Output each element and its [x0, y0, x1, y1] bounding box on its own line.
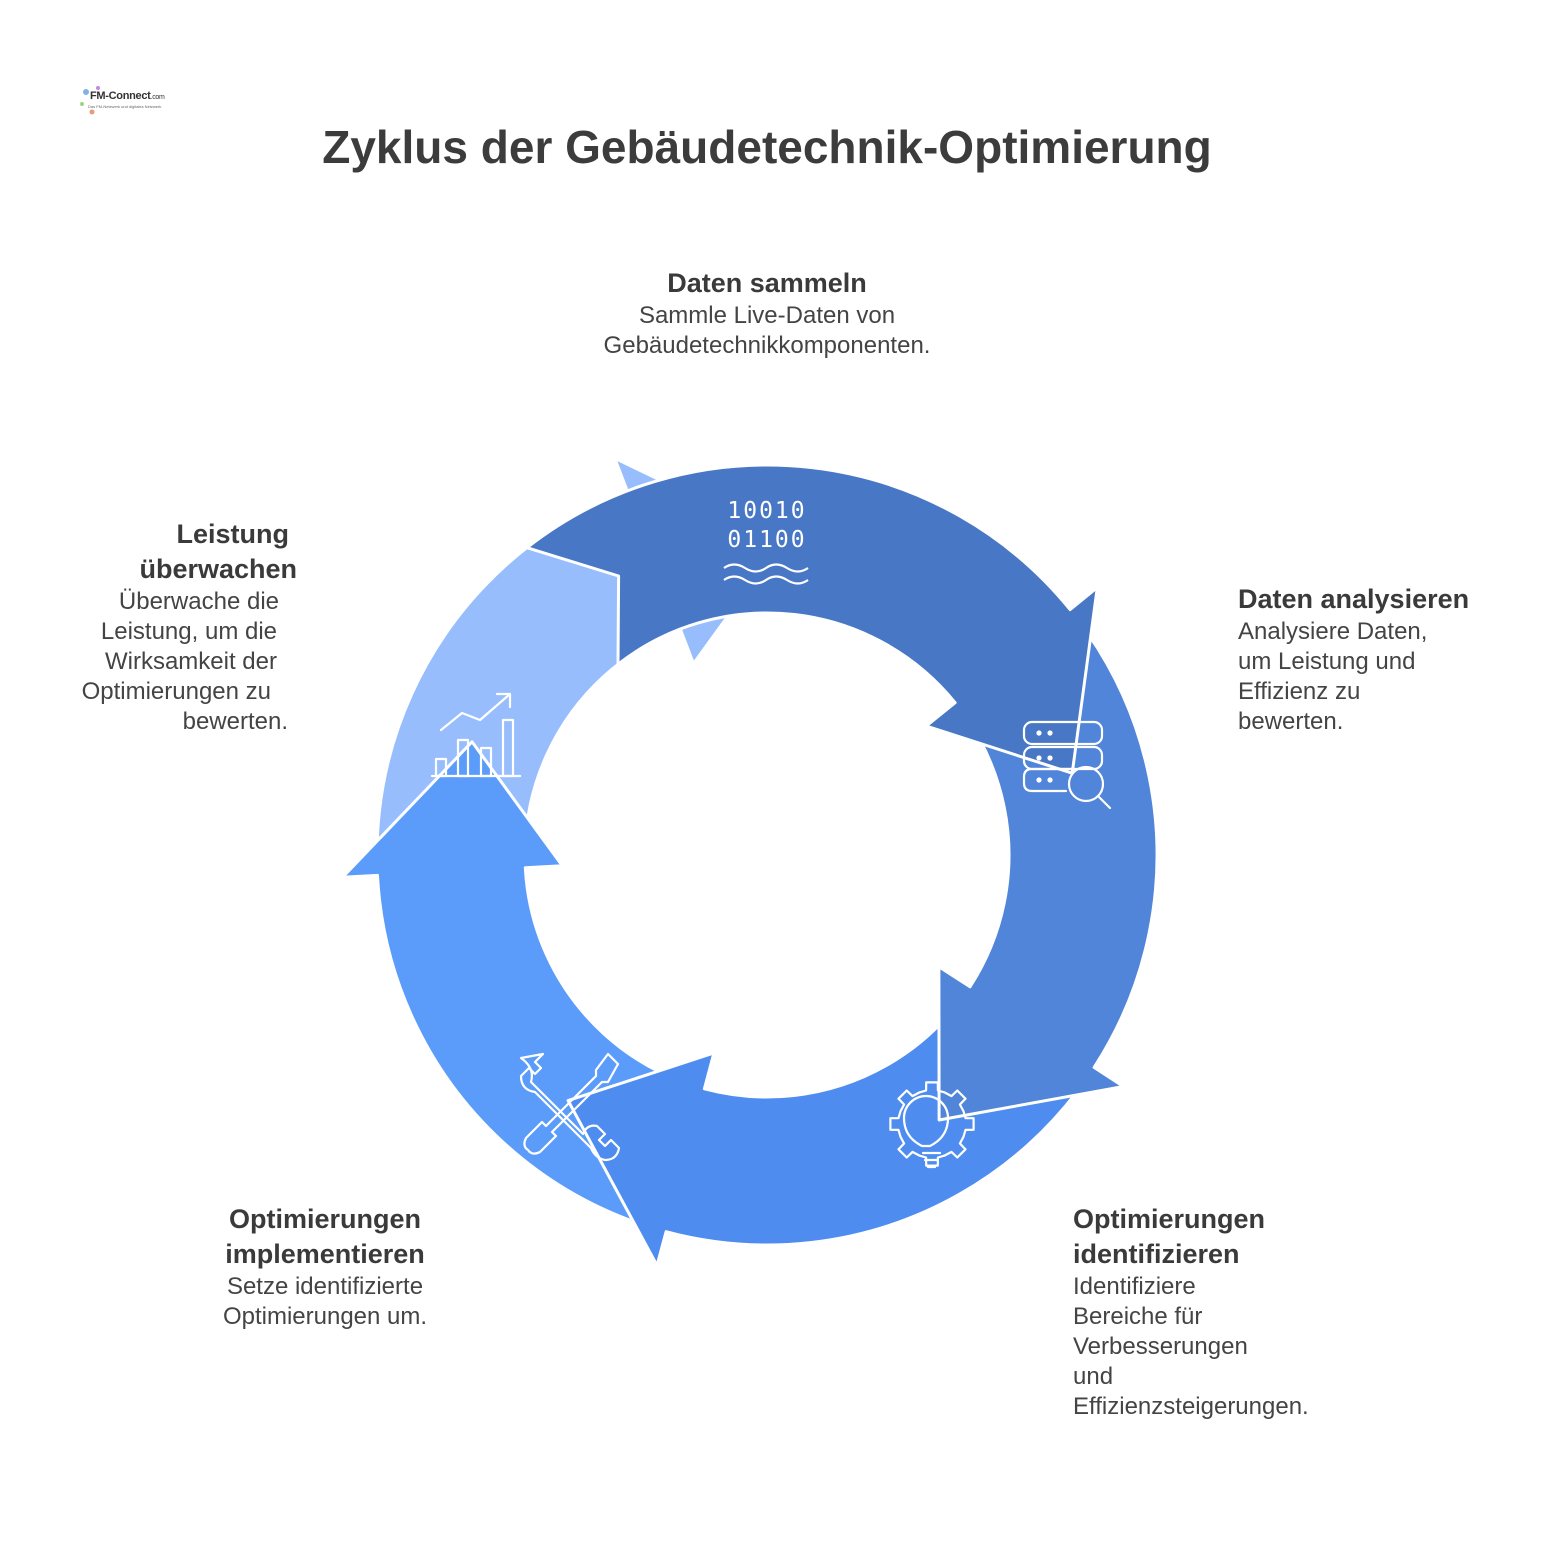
- step-identify: [1073, 1202, 1373, 1422]
- logo-brand: FM-Connect.com: [90, 90, 165, 102]
- step-desc-line: Verbesserungen: [1073, 1333, 1248, 1360]
- step-desc-line: Optimierungen zu: [81, 678, 271, 705]
- step-title: implementieren: [225, 1239, 425, 1269]
- step-desc-line: Überwache die: [118, 588, 279, 615]
- step-data-collect: [527, 266, 1007, 361]
- step-desc-line: Identifiziere: [1073, 1273, 1196, 1300]
- step-desc-line: Effizienz zu: [1238, 678, 1361, 705]
- step-title: Optimierungen: [228, 1204, 421, 1234]
- step-desc-line: Analysiere Daten,: [1238, 618, 1428, 645]
- page-title: Zyklus der Gebäudetechnik-Optimierung: [322, 121, 1212, 173]
- step-title: identifizieren: [1073, 1239, 1240, 1269]
- step-desc-line: Setze identifizierte: [226, 1273, 424, 1300]
- step-desc-line: um Leistung und: [1238, 648, 1416, 675]
- step-desc-line: bewerten.: [1238, 708, 1344, 735]
- step-title: Optimierungen: [1073, 1204, 1266, 1234]
- step-desc-line: bewerten.: [182, 708, 288, 735]
- step-desc-line: und: [1073, 1363, 1114, 1390]
- step-data-analyze: [1238, 582, 1538, 737]
- binary-line-1: 10010: [727, 498, 807, 524]
- step-monitor: [0, 517, 297, 737]
- step-desc-line: Bereiche für: [1073, 1303, 1203, 1330]
- step-desc-line: Wirksamkeit der: [104, 648, 277, 675]
- binary-line-2: 01100: [727, 527, 807, 553]
- step-title: Leistung: [176, 519, 289, 549]
- logo-tagline: Das FM-Netzwerk und digitales Netzwerk: [88, 104, 162, 109]
- step-desc-line: Gebäudetechnikkomponenten.: [603, 332, 931, 359]
- step-implement: [150, 1202, 500, 1332]
- step-desc-line: Effizienzsteigerungen.: [1073, 1393, 1309, 1420]
- step-title: Daten analysieren: [1238, 584, 1470, 614]
- step-desc-line: Leistung, um die: [100, 618, 277, 645]
- step-desc-line: Optimierungen um.: [222, 1303, 428, 1330]
- step-desc-line: Sammle Live-Daten von: [638, 302, 896, 329]
- step-title: überwachen: [139, 554, 297, 584]
- step-title: Daten sammeln: [667, 268, 867, 298]
